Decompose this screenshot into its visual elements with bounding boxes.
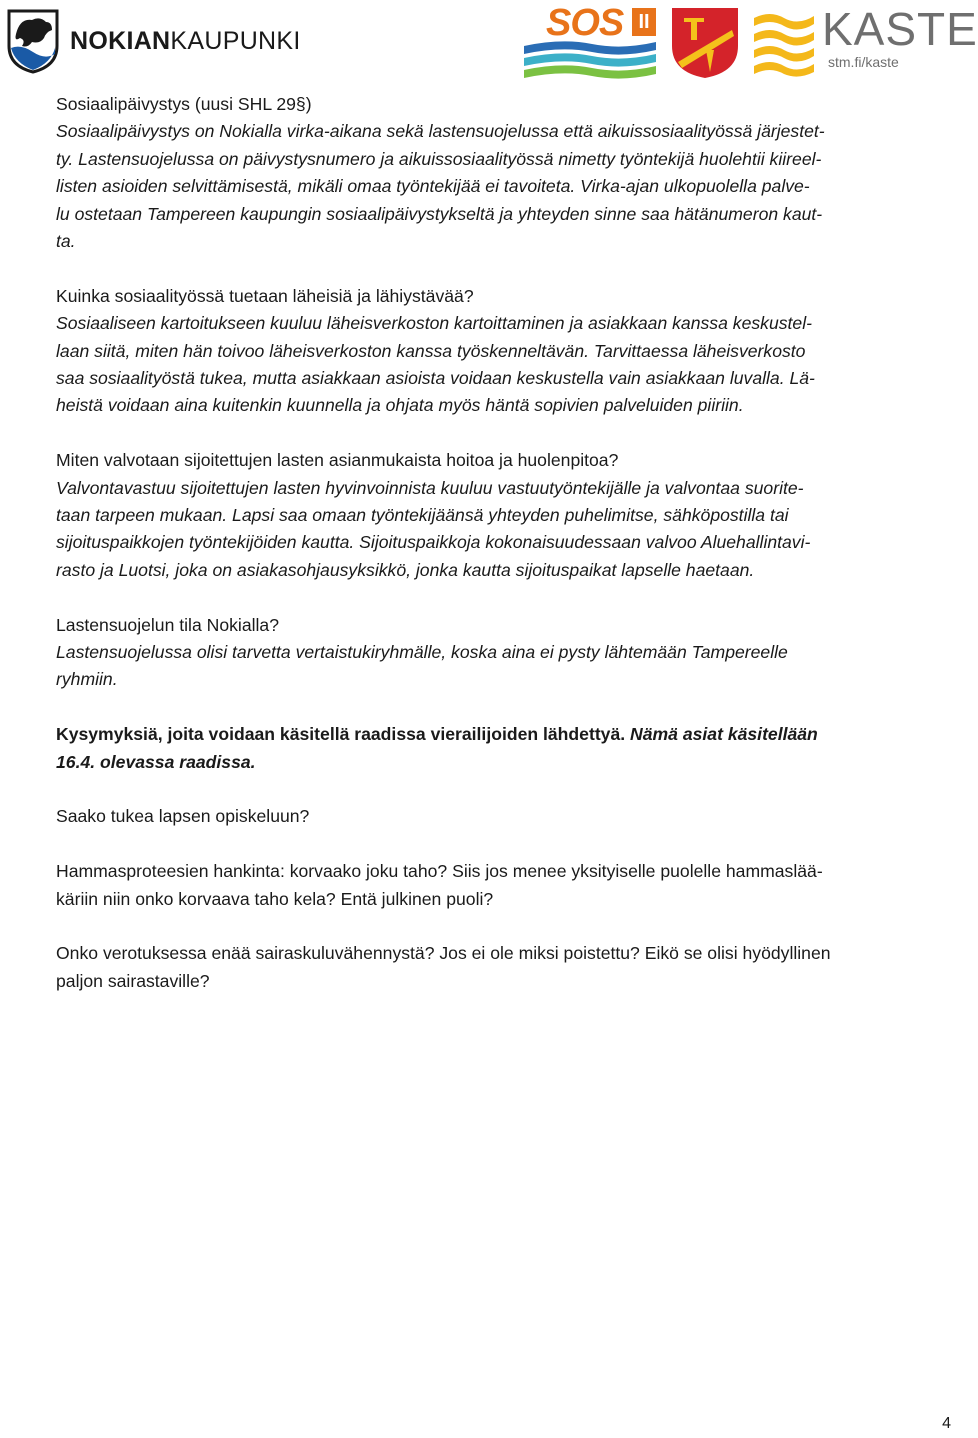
section-question: Sosiaalipäivystys (uusi SHL 29§)	[56, 94, 312, 114]
sos-wordmark: SOS	[546, 2, 624, 44]
section-answer-line: listen asioiden selvittämisestä, mikäli omaa työntekijää ei tavoiteta. Virka-ajan ulkopuolella palve-	[56, 176, 810, 197]
bold-heading-italic-cont: 16.4. olevassa raadissa.	[56, 751, 256, 772]
section-answer-line: ta.	[56, 231, 76, 252]
nokia-wordmark	[70, 26, 301, 55]
section-answer-line: Sosiaalipäivystys on Nokialla virka-aikana sekä lastensuojelussa että aikuissosiaalityössä järjestet-	[56, 121, 825, 142]
nokia-city-logo	[6, 8, 301, 74]
kaste-stripes-icon	[750, 8, 818, 80]
section-answer-line: heistä voidaan aina kuitenkin kuunnella ja ohjata myös häntä sopivien palveluiden piiriin.	[56, 395, 744, 416]
section-answer-line: saa sosiaalityöstä tukea, mutta asiakkaan asioista voidaan keskustella vain asiakkaan luvalla. Lä-	[56, 368, 815, 389]
section-answer-line: Sosiaaliseen kartoitukseen kuuluu läheisverkoston kartoittaminen ja asiakkaan kanssa keskustel-	[56, 313, 812, 334]
section-answer-line: taan tarpeen mukaan. Lapsi saa omaan työntekijäänsä yhteyden puhelimitse, sähköpostilla tai	[56, 505, 789, 526]
bold-heading-plain: Kysymyksiä, joita voidaan käsitellä raadissa vierailijoiden lähdettyä.	[56, 724, 631, 745]
plain-question: Onko verotuksessa enää sairaskuluvähennystä? Jos ei ole miksi poistettu? Eikö se olisi hyödyllinen	[56, 943, 831, 964]
plain-question: paljon sairastaville?	[56, 970, 210, 991]
kaste-logo	[750, 3, 978, 80]
plain-question: käriin niin onko korvaava taho kela? Entä julkinen puoli?	[56, 888, 494, 909]
section-question: Miten valvotaan sijoitettujen lasten asianmukaista hoitoa ja huolenpitoa?	[56, 450, 619, 471]
sos-roman-numeral: II	[632, 8, 656, 36]
page-number: 4	[942, 1415, 951, 1432]
sos-ii-logo	[522, 2, 658, 82]
section-answer-line: laan siitä, miten hän toivoo läheisverkoston kanssa työskenneltävän. Tarvittaessa läheisverkosto	[56, 340, 806, 361]
section-answer-line: lu ostetaan Tampereen kaupungin sosiaalipäivystykseltä ja yhteyden sinne saa hätänumeron kaut-	[56, 203, 823, 224]
section-answer-line: Lastensuojelussa olisi tarvetta vertaistukiryhmälle, koska aina ei pysty lähtemään Tampereelle	[56, 642, 788, 663]
nokia-crest-icon	[6, 8, 60, 74]
bold-heading-italic: Nämä asiat käsitellään	[630, 724, 818, 745]
plain-question: Saako tukea lapsen opiskeluun?	[56, 806, 310, 827]
kaste-wordmark: KASTE	[822, 3, 978, 55]
plain-question: Hammasproteesien hankinta: korvaako joku taho? Siis jos menee yksityiselle puolelle hammaslää-	[56, 861, 823, 882]
section-answer-line: Valvontavastuu sijoitettujen lasten hyvinvoinnista kuuluu vastuutyöntekijälle ja valvontaa suorite-	[56, 477, 804, 498]
kaste-url: stm.fi/kaste	[828, 54, 899, 70]
nokia-wordmark-light: KAUPUNKI	[170, 26, 301, 55]
bold-heading-cont	[56, 749, 951, 776]
tampere-shield-icon	[670, 6, 740, 80]
page-header	[0, 0, 978, 84]
section-answer-line: ryhmiin.	[56, 669, 118, 690]
bold-heading	[56, 721, 951, 748]
section-question: Lastensuojelun tila Nokialla?	[56, 614, 279, 635]
sos-waves-icon	[522, 38, 658, 82]
section-answer-line: ty. Lastensuojelussa on päivystysnumero ja aikuissosiaalityössä nimetty työntekijä huolehtii kiireel-	[56, 148, 822, 169]
section-answer-line: sijoituspaikkojen työntekijöiden kautta. Sijoituspaikkoja kokonaisuudessaan valvoo Aluehallintavi-	[56, 532, 811, 553]
section-question: Kuinka sosiaalityössä tuetaan läheisiä ja lähiystävää?	[56, 285, 474, 306]
document-body	[56, 91, 951, 995]
nokia-wordmark-bold: NOKIAN	[70, 26, 171, 55]
section-answer-line: rasto ja Luotsi, joka on asiakasohjausyksikkö, jonka kautta sijoituspaikat lapselle haetaan.	[56, 559, 755, 580]
